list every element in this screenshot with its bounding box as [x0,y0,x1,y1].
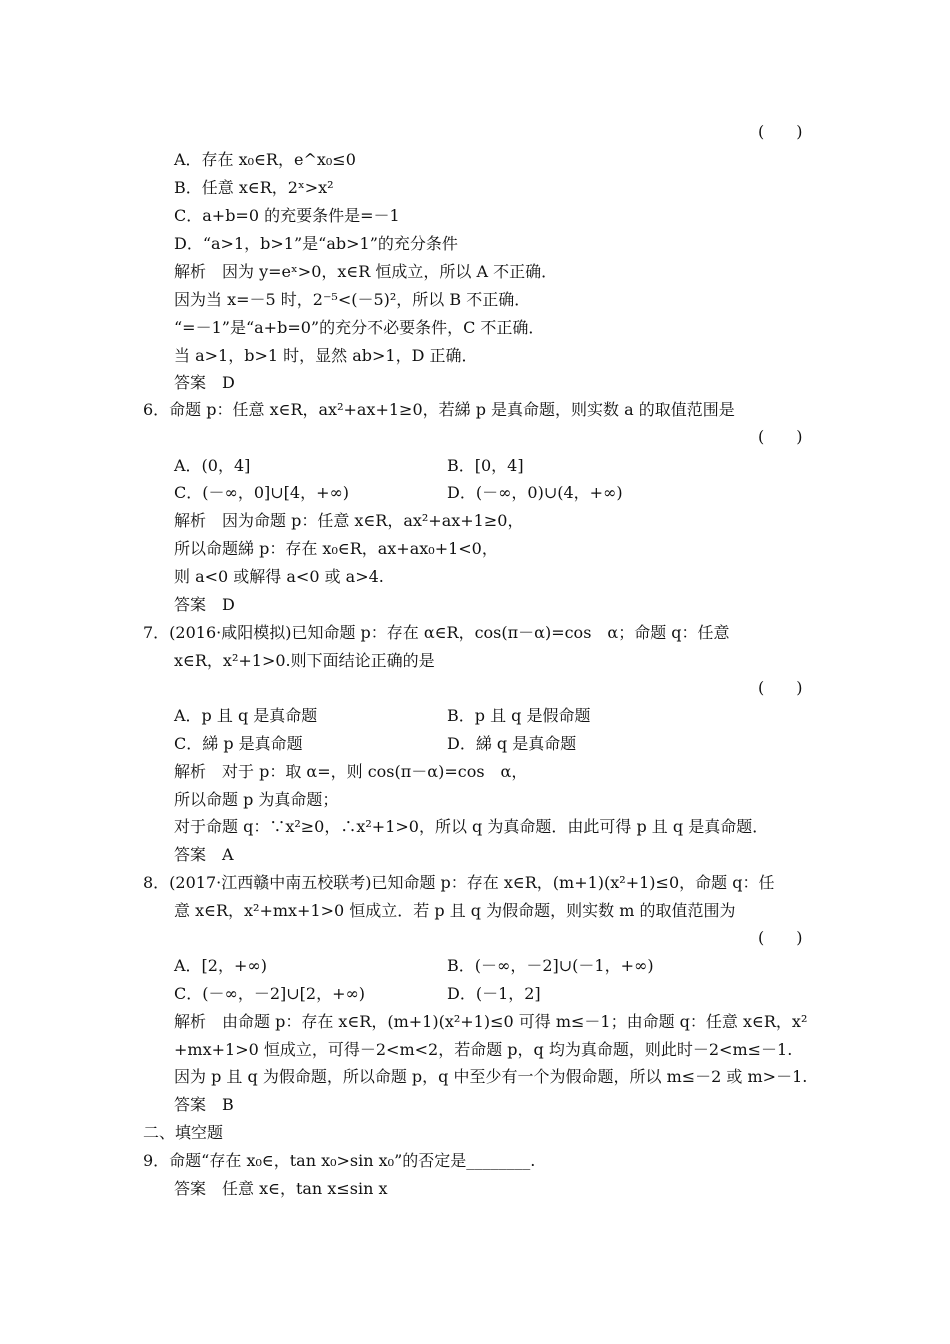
solution-line: 解析 对于 p：取 α=，则 cos(π－α)=cos α， [174,762,528,781]
option-d: D．(－1，2] [447,984,541,1003]
option-c: C．(－∞，－2]∪[2，+∞) [174,984,366,1003]
answer-line: 答案 任意 x∈，tan x≤sin x [174,1179,388,1198]
answer-line: 答案 B [174,1095,234,1114]
option-a: A．(0，4] [174,456,251,475]
solution-line: 所以命题綈 p：存在 x₀∈R，ax+ax₀+1<0， [174,539,498,558]
question-8: 8．(2017·江西赣中南五校联考)已知命题 p：存在 x∈R，(m+1)(x²+1)≤0，命题 q：任 [143,873,775,892]
answer-line: 答案 D [174,373,235,392]
question-8-cont: 意 x∈R，x²+mx+1>0 恒成立．若 p 且 q 为假命题，则实数 m 的取值范围为 [174,901,736,920]
section-heading: 二、填空题 [143,1123,224,1142]
solution-line: 所以命题 p 为真命题； [174,790,339,809]
question-6: 6．命题 p：任意 x∈R，ax²+ax+1≥0，若綈 p 是真命题，则实数 a 的取值范围是 [143,400,735,419]
solution-line: +mx+1>0 恒成立，可得－2<m<2，若命题 p，q 均为真命题，则此时－2<m≤－1. [174,1040,793,1059]
question-7: 7．(2016·咸阳模拟)已知命题 p：存在 α∈R，cos(π－α)=cos α；命题 q：任意 [143,623,730,642]
option-b: B．任意 x∈R，2ˣ>x² [174,178,334,197]
option-d: D．“a>1，b>1”是“ab>1”的充分条件 [174,234,458,253]
option-b: B．(－∞，－2]∪(－1，+∞) [447,956,654,975]
solution-line: 解析 由命题 p：存在 x∈R，(m+1)(x²+1)≤0 可得 m≤－1；由命题 q：任意 x∈R，x² [174,1012,808,1031]
option-c: C．(－∞，0]∪[4，+∞) [174,483,350,502]
answer-bracket: ( ) [758,122,803,141]
answer-line: 答案 A [174,845,234,864]
option-a: A．[2，+∞) [174,956,267,975]
option-c: C．綈 p 是真命题 [174,734,303,753]
question-7-cont: x∈R，x²+1>0.则下面结论正确的是 [174,651,435,670]
solution-line: “=－1”是“a+b=0”的充分不必要条件，C 不正确． [174,318,545,337]
answer-bracket: ( ) [758,678,803,697]
option-a: A．存在 x₀∈R，e^x₀≤0 [174,150,356,169]
option-d: D．綈 q 是真命题 [447,734,577,753]
answer-bracket: ( ) [758,928,803,947]
solution-line: 解析 因为 y=eˣ>0，x∈R 恒成立，所以 A 不正确． [174,262,558,281]
solution-line: 解析 因为命题 p：任意 x∈R，ax²+ax+1≥0， [174,511,524,530]
question-9: 9．命题“存在 x₀∈，tan x₀>sin x₀”的否定是________. [143,1151,536,1170]
solution-line: 对于命题 q：∵x²≥0，∴x²+1>0，所以 q 为真命题．由此可得 p 且 q 是真命题． [174,817,769,836]
answer-bracket: ( ) [758,427,803,446]
solution-line: 则 a<0 或解得 a<0 或 a>4. [174,567,384,586]
solution-line: 当 a>1，b>1 时，显然 ab>1，D 正确． [174,346,478,365]
option-c: C．a+b=0 的充要条件是=－1 [174,206,400,225]
option-b: B．[0，4] [447,456,524,475]
option-b: B．p 且 q 是假命题 [447,706,591,725]
solution-line: 因为当 x=－5 时，2⁻⁵<(－5)²，所以 B 不正确． [174,290,531,309]
solution-line: 因为 p 且 q 为假命题，所以命题 p，q 中至少有一个为假命题，所以 m≤－2 或 m>－1. [174,1067,808,1086]
option-d: D．(－∞，0)∪(4，+∞) [447,483,623,502]
option-a: A．p 且 q 是真命题 [174,706,318,725]
answer-line: 答案 D [174,595,235,614]
